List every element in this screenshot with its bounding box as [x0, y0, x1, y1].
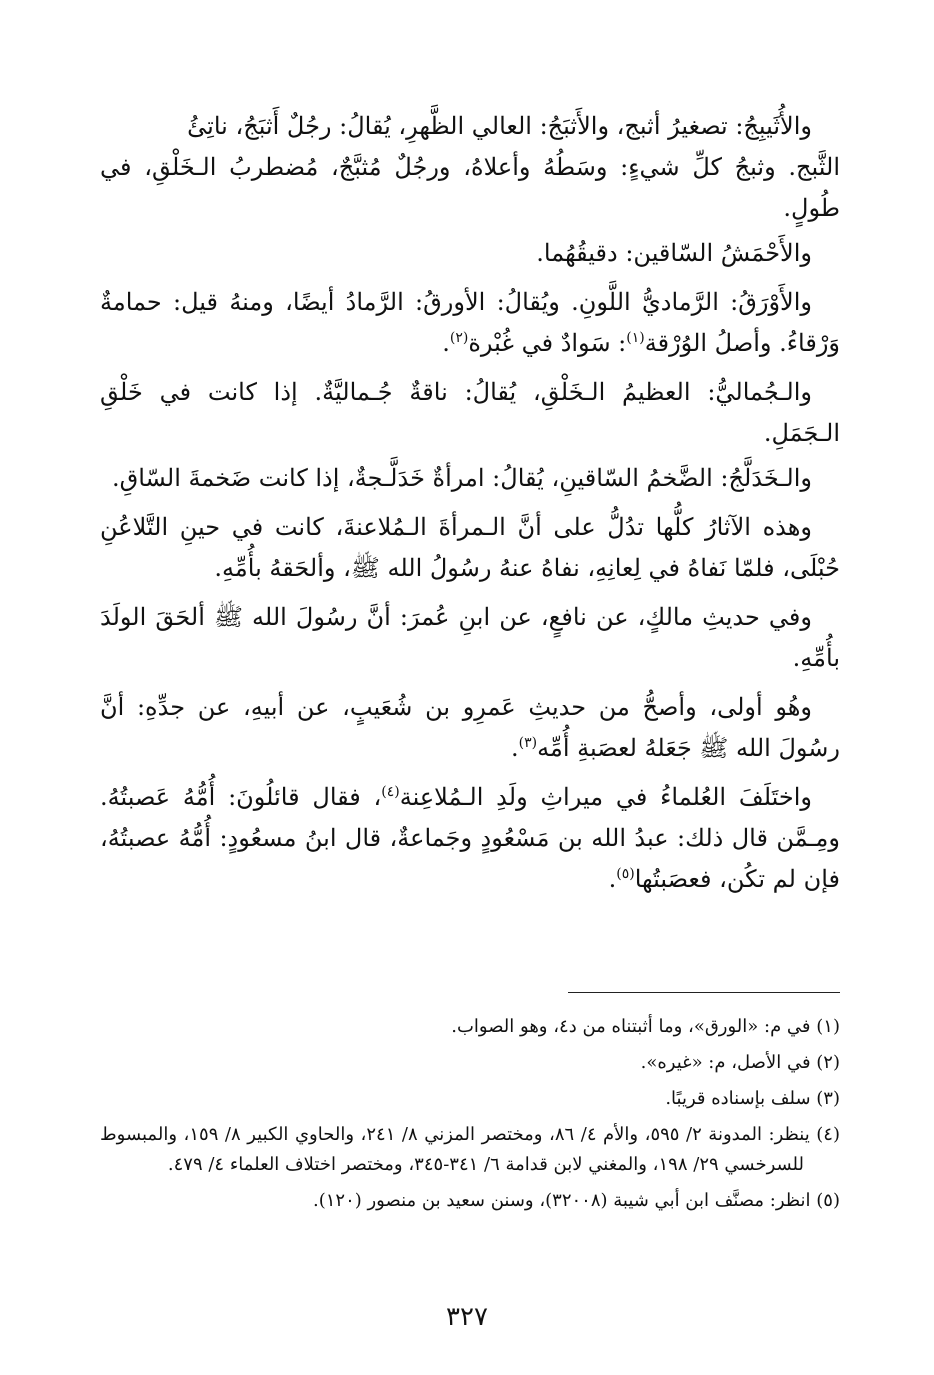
footnote-ref-1[interactable]: (١)	[626, 330, 645, 346]
footnote-4: (٤) ينظر: المدونة ٢/ ٥٩٥، والأم ٤/ ٨٦، ومختصر المزني ٨/ ٢٤١، والحاوي الكبير ٨/ ١٥٩، والمبسوط للسرخسي ٢٩/ ١٩٨، والمغني لابن قدامة ٦/ ٣٤١-٣٤٥، ومختصر اختلاف العلماء ٤/ ٤٧٩.	[100, 1124, 840, 1175]
paragraph-inheritance-text-c: .	[608, 865, 617, 893]
footnote-3: (٣) سلف بإسناده قريبًا.	[665, 1088, 840, 1109]
paragraph-jumali	[100, 372, 840, 454]
paragraph-athar	[100, 507, 840, 589]
paragraph-malik-hadith	[100, 597, 840, 679]
paragraph-amr-hadith	[100, 687, 840, 769]
paragraph-malik-hadith-text: وفي حديثِ مالكٍ، عن نافعٍ، عن ابنِ عُمرَ: أنَّ رسُولَ الله ﷺ ألحَقَ الولَدَ بأُمِّهِ.	[100, 603, 840, 672]
paragraph-jumali-text: والـجُماليُّ: العظيمُ الـخَلْقِ، يُقالُ: ناقةٌ جُـماليَّةٌ. إذا كانت في خَلْقِ الـجَمَلِ.	[100, 378, 840, 447]
footnote-ref-4[interactable]: (٤)	[381, 784, 400, 800]
paragraph-athbaj	[100, 106, 840, 229]
footnote-2: (٢) في الأصل، م: «غيره».	[640, 1052, 840, 1073]
paragraph-awraq-text-b: : سَوادٌ في غُبْرة	[468, 329, 627, 357]
paragraph-awraq-text-c: .	[442, 329, 450, 357]
footnote-divider	[568, 992, 840, 993]
paragraph-amr-hadith-text-b: .	[510, 734, 519, 762]
main-text	[100, 106, 840, 904]
footnote-ref-2[interactable]: (٢)	[449, 330, 469, 346]
paragraph-khadallaj	[100, 458, 840, 499]
paragraph-athbaj-line-1: والأُثَيبِجُ: تصغيرُ أثبج، والأَثبَجُ: العالي الظَّهرِ، يُقالُ: رجُلٌ أَثبَجُ، ناتِئُ	[187, 112, 812, 140]
paragraph-inheritance-text-a: واختَلَفَ العُلماءُ في ميراثِ ولَدِ الـمُلاعِنة	[399, 783, 812, 811]
footnotes	[100, 1012, 840, 1222]
paragraph-ahmash-text: والأَحْمَشُ السّاقين: دقيقُهُما.	[536, 239, 812, 267]
paragraph-inheritance	[100, 777, 840, 900]
footnote-1: (١) في م: «الورق»، وما أثبتناه من د٤، وهو الصواب.	[451, 1016, 840, 1037]
footnote-ref-5[interactable]: (٥)	[616, 866, 635, 882]
paragraph-amr-hadith-text-a: وهُو أولى، وأصحُّ من حديثِ عَمرِو بن شُعَيبٍ، عن أبيهِ، عن جدِّهِ: أنَّ رسُولَ الله ﷺ جَعَلهُ لعصَبةِ أُمِّه	[100, 693, 840, 762]
paragraph-khadallaj-text: والـخَدَلَّجُ: الضَّخمُ السّاقينِ، يُقالُ: امرأةٌ خَدَلَّـجةٌ، إذا كانت ضَخمةَ السّاقِ.	[111, 464, 812, 492]
paragraph-awraq-text-a: والأَوْرَقُ: الرَّماديُّ اللَّونِ. ويُقالُ: الأورقُ: الرَّمادُ أيضًا، ومنهُ قيل: حمامةٌ وَرْقاءُ. وأصلُ الوُرْقة	[100, 288, 840, 357]
footnote-5: (٥) انظر: مصنَّف ابن أبي شيبة (٣٢٠٠٨)، وسنن سعيد بن منصور (١٢٠).	[312, 1190, 840, 1211]
paragraph-awraq	[100, 282, 840, 364]
page-number: ٣٢٧	[446, 1302, 488, 1332]
footnote-ref-3[interactable]: (٣)	[518, 735, 538, 751]
paragraph-inheritance-text-b: ، فقال قائلُونَ: أُمُّهُ عَصبتُهُ. ومِـمَّن قال ذلك: عبدُ الله بن مَسْعُودٍ وجَماعةٌ، قال ابنُ مسعُودٍ: أُمُّهُ عصبتُهُ، فإن لم تكُن، فعصَبتُها	[100, 783, 840, 893]
paragraph-athbaj-line-2: الثَّبج. وثبجُ كلِّ شيءٍ: وسَطُهُ وأعلاهُ، ورجُلٌ مُثبَّجٌ، مُضطربُ الـخَلْقِ، في طُولٍ.	[100, 153, 840, 222]
paragraph-athar-text: وهذه الآثارُ كلُّها تدُلُّ على أنَّ الـمرأةَ الـمُلاعنةَ، كانت في حينِ التَّلاعُنِ حُبْلَى، فلمّا نَفاهُ في لِعانِهِ، نفاهُ عنهُ رسُولُ الله ﷺ، وألحَقهُ بأُمِّهِ.	[100, 513, 840, 582]
paragraph-ahmash	[100, 233, 840, 274]
